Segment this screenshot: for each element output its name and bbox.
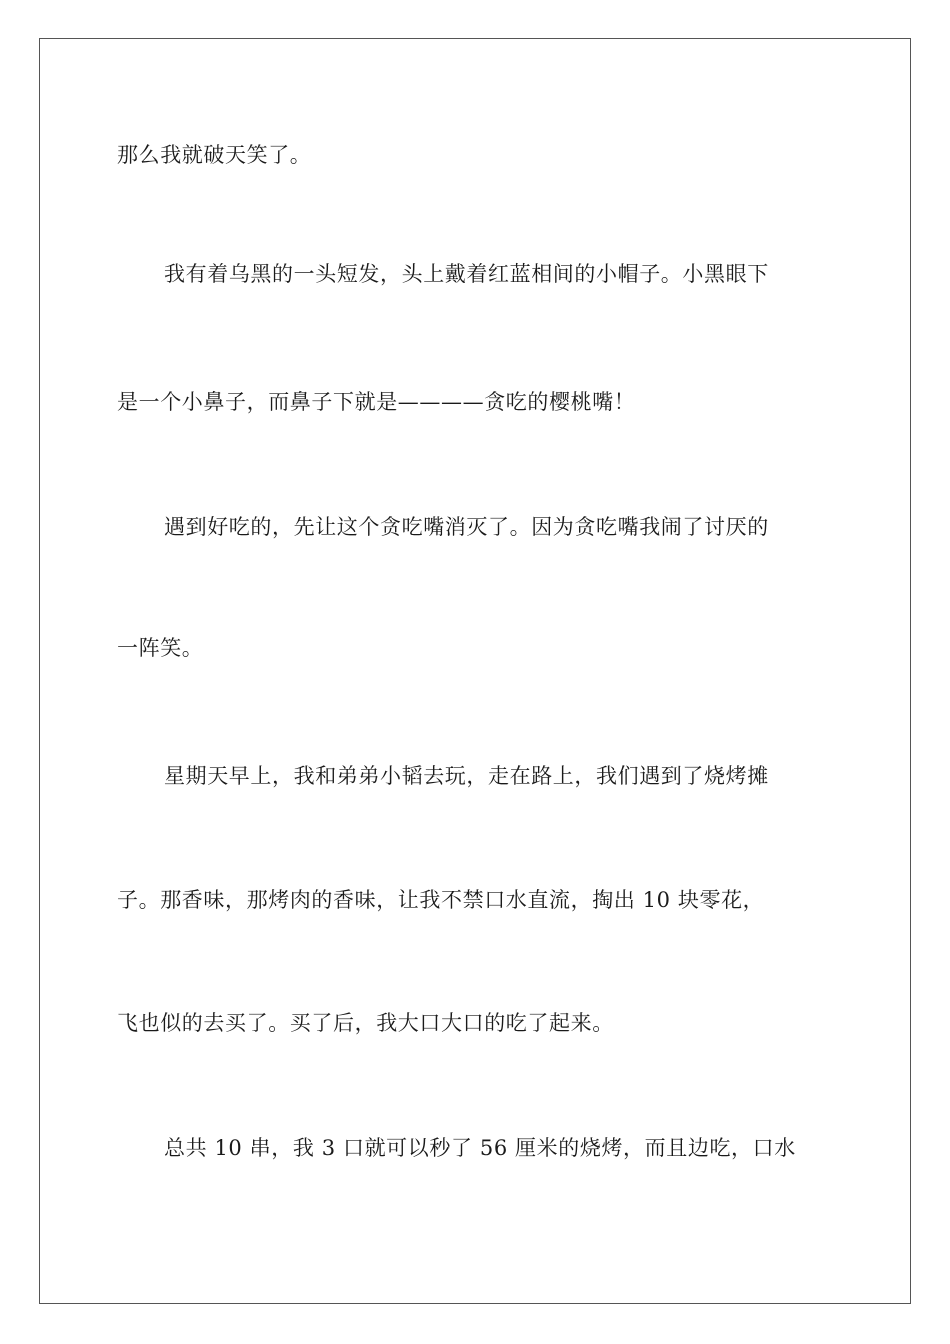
paragraph-start-line: 星期天早上，我和弟弟小韬去玩，走在路上，我们遇到了烧烤摊 bbox=[164, 764, 769, 788]
text-line: 是一个小鼻子，而鼻子下就是————贪吃的樱桃嘴！ bbox=[117, 390, 636, 414]
page-border bbox=[39, 38, 911, 1304]
text-line: 那么我就破天笑了。 bbox=[117, 143, 312, 167]
text-line: 飞也似的去买了。买了后，我大口大口的吃了起来。 bbox=[117, 1011, 614, 1035]
text-line: 子。那香味，那烤肉的香味，让我不禁口水直流，掏出 10 块零花， bbox=[117, 888, 765, 912]
text-line: 一阵笑。 bbox=[117, 636, 204, 660]
paragraph-start-line: 总共 10 串，我 3 口就可以秒了 56 厘米的烧烤，而且边吃，口水 bbox=[164, 1136, 796, 1160]
paragraph-start-line: 遇到好吃的，先让这个贪吃嘴消灭了。因为贪吃嘴我闹了讨厌的 bbox=[164, 515, 769, 539]
paragraph-start-line: 我有着乌黑的一头短发，头上戴着红蓝相间的小帽子。小黑眼下 bbox=[164, 262, 769, 286]
